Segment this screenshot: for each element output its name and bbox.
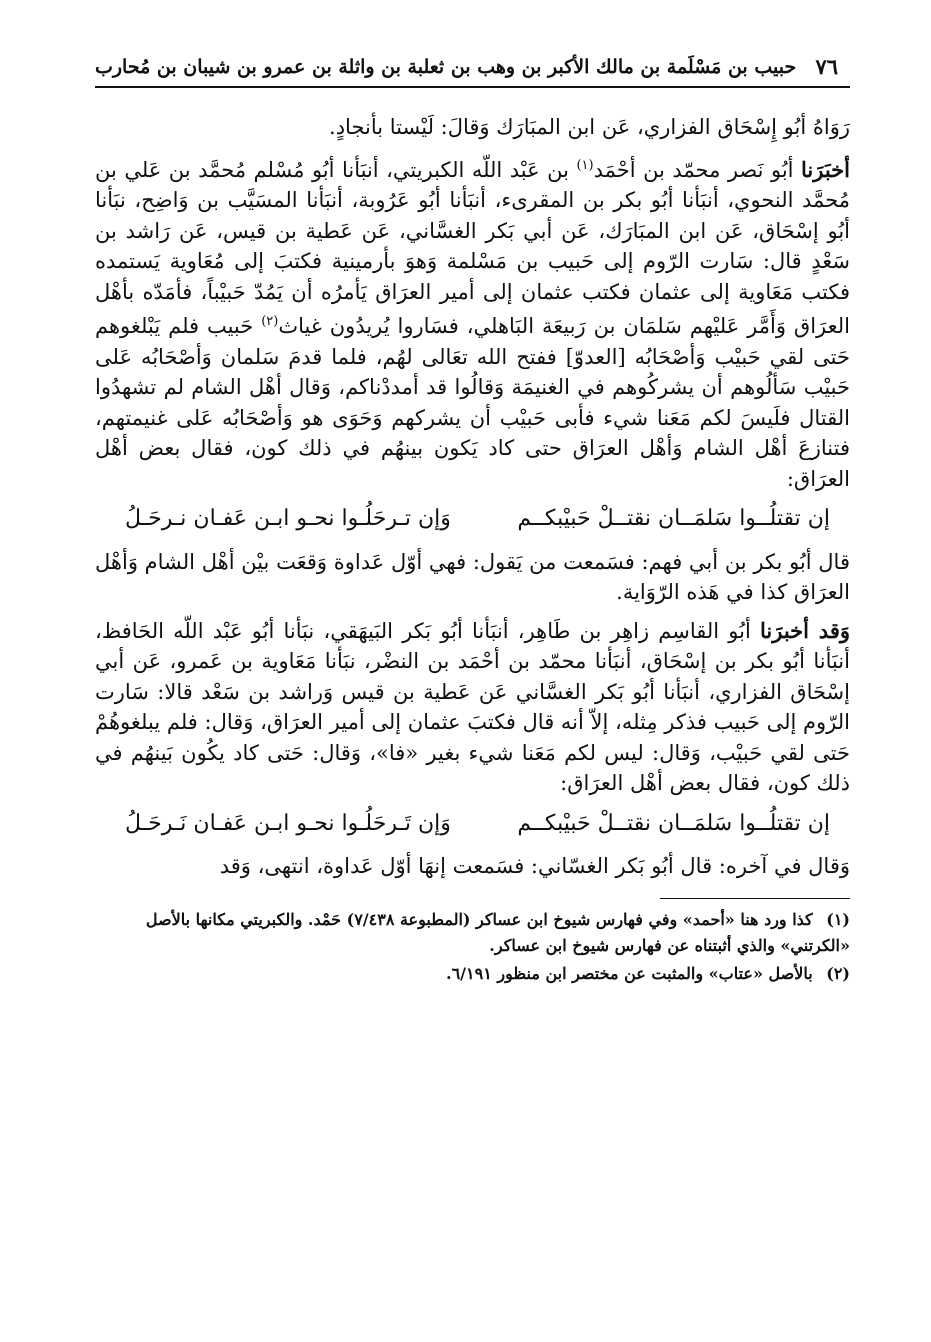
paragraph-2-lead: أخبَرَنا bbox=[801, 156, 850, 182]
paragraph-3: قال أبُو بكر بن أبي فهم: فسَمعت من يَقول: فهي أوّل عَداوة وَقعَت بيْن أهْل الشام وَأهْل العرَاق كذا في هَذه الرّوَاية. bbox=[95, 549, 850, 604]
footnote-separator bbox=[660, 898, 850, 899]
footnote-1-text: كذا ورد هنا «أحمد» وفي فهارس شيوخ ابن عساكر (المطبوعة ٧/٤٣٨) حَمْد. والكبريتي مكانها بالأصل «الكرتني» والذي أثبتناه عن فهارس شيوخ ابن عساكر. bbox=[145, 909, 850, 955]
paragraph-2-part-c: حَبيب فلم يَبْلغوهم حَتى لقي حَبيْب وَأصْحَابُه [العدوّ] ففتح الله تعَالى لهُم، فلما قدمَ سَلمان وَأصْحَابُه عَلى حَبيْب سَألُوهم أن يشركُوهم في الغنيمَة وَقالُوا قد أمددْناكم، وَقال أهْل الشام لم تشهدُوا القتال فلَيسَ لكم مَعَنا شيء فأبى حَبيْب أن يشركهم وَحَوَى هو وَأصْحَابُه عَلى غنيمتهم، فتنازعَ أهْل الشام وَأهْل العرَاق حتى كاد يَكون بينهُم في ذلك كون، فقال بعض أهْل العرَاق: bbox=[95, 314, 850, 491]
verse-2-first-hemistich: إن تقتلُــوا سَلمَــان نقتــلْ حَبيْبكــم bbox=[517, 810, 830, 836]
footnote-2-number: (٢) bbox=[826, 963, 850, 983]
paragraph-5: وَقال في آخره: قال أبُو بَكر الغسّاني: فسَمعت إنهَا أوّل عَداوة، انتهى، وَقد bbox=[219, 854, 850, 878]
verse-1 bbox=[95, 504, 850, 535]
paragraph-4 bbox=[95, 616, 850, 799]
verse-2 bbox=[95, 809, 850, 840]
page-number: ٧٦ bbox=[815, 54, 838, 79]
verse-1-first-hemistich: إن تقتلُــوا سَلمَــان نقتــلْ حَبيْبكــم bbox=[517, 506, 830, 531]
paragraph-4-lead: وَقد أخبرَنا bbox=[760, 617, 851, 643]
main-text bbox=[95, 112, 850, 882]
footnote-1-number: (١) bbox=[826, 909, 850, 929]
verse-2-second-hemistich: وَإن تَـرحَلُـوا نحـو ابـن عَفـان نَـرحَـلُ bbox=[125, 810, 451, 836]
paragraph-4-text: أبُو القاسِم زاهِر بن طَاهِر، أنبَأنا أبُو بَكر البَيهَقي، نبَأنا أبُو عَبْد اللّه الحَافظ، أنبَأنا أبُو بكر بن إسْحَاق، أنبَأنا محمّد بن أحْمَد بن النضْر، نبَأنا مَعَاوية بن عَمرو، عَن أبي إسْحَاق الفزاري، أنبَأنا أبُو بَكر الغسَّاني عَن عَطية بن قيس وَراشد بن سَعْد قالا: سَارت الرّوم إلى حَبيب فذكر مِثله، إلاّ أنه قال فكتبَ عثمان إلى أمير العرَاق، وَقال: فلم يبلغوهُمْ حَتى لقي حَبيْب، وَقال: ليس لكم مَعَنا شيء بغير «فا»، وَقال: حَتى كاد يكُون بَينهُم في ذلك كون، فقال بعض أهْل العرَاق: bbox=[95, 618, 850, 795]
paragraph-2-part-a: أبُو نَصر محمّد بن أحْمَد bbox=[593, 157, 794, 182]
footnote-ref-2: (٢) bbox=[261, 314, 279, 329]
document-page bbox=[95, 50, 850, 1300]
running-header bbox=[95, 50, 850, 88]
footnote-1 bbox=[95, 907, 850, 959]
header-title: حبيب بن مَسْلَمة بن مالك الأكبر بن وهب بن ثعلبة بن واثلة بن عمرو بن شيبان بن مُحارب bbox=[95, 56, 797, 78]
verse-1-second-hemistich: وَإن تـرحَلُـوا نحـو ابـن عَفـان نـرحَـلُ bbox=[125, 506, 451, 531]
footnote-ref-1: (١) bbox=[576, 157, 594, 173]
footnote-2 bbox=[95, 961, 850, 987]
paragraph-2-part-b: بن عَبْد اللّه الكبريتي، أنبَأنا أبُو مُسْلم مُحمَّد بن عَلي بن مُحمَّد النحوي، أنبَأنا أبُو بكر بن المقرىء، أنبَأنا أبُو عَرُوبة، أنبَأنا المسَيَّب بن وَاضِح، نبَأنا أبُو إسْحَاق، عَن ابن المبَارَك، عَن أبي بَكر الغسَّاني، عَن عَطية بن قيس، عَن رَاشد بن سَعْدٍ قال: سَارت الرّوم إلى حَبيب بن مَسْلمة وَهوَ بأرمينية فكتبَ إلى مُعَاوية يَستمده فكتب مَعَاوية إلى عثمان فكتب عثمان إلى أمير العرَاق يَأمرُه أن يَمُدّ حَبيْباً، فأمَدّه بأهْل العرَاق وَأَمَّر عَليْهم سَلمَان بن رَبيعَة البَاهلي، فسَاروا يُريدُون غياث bbox=[95, 157, 850, 338]
footnotes bbox=[95, 907, 850, 987]
paragraph-2 bbox=[95, 151, 850, 495]
paragraph-1: رَوَاهُ أبُو إِسْحَاق الفزاري، عَن ابن المبَارَك وَقالَ: لَيْستا بأنجادٍ. bbox=[329, 115, 850, 139]
footnote-2-text: بالأصل «عتاب» والمثبت عن مختصر ابن منظور ٦/١٩١. bbox=[446, 963, 813, 983]
